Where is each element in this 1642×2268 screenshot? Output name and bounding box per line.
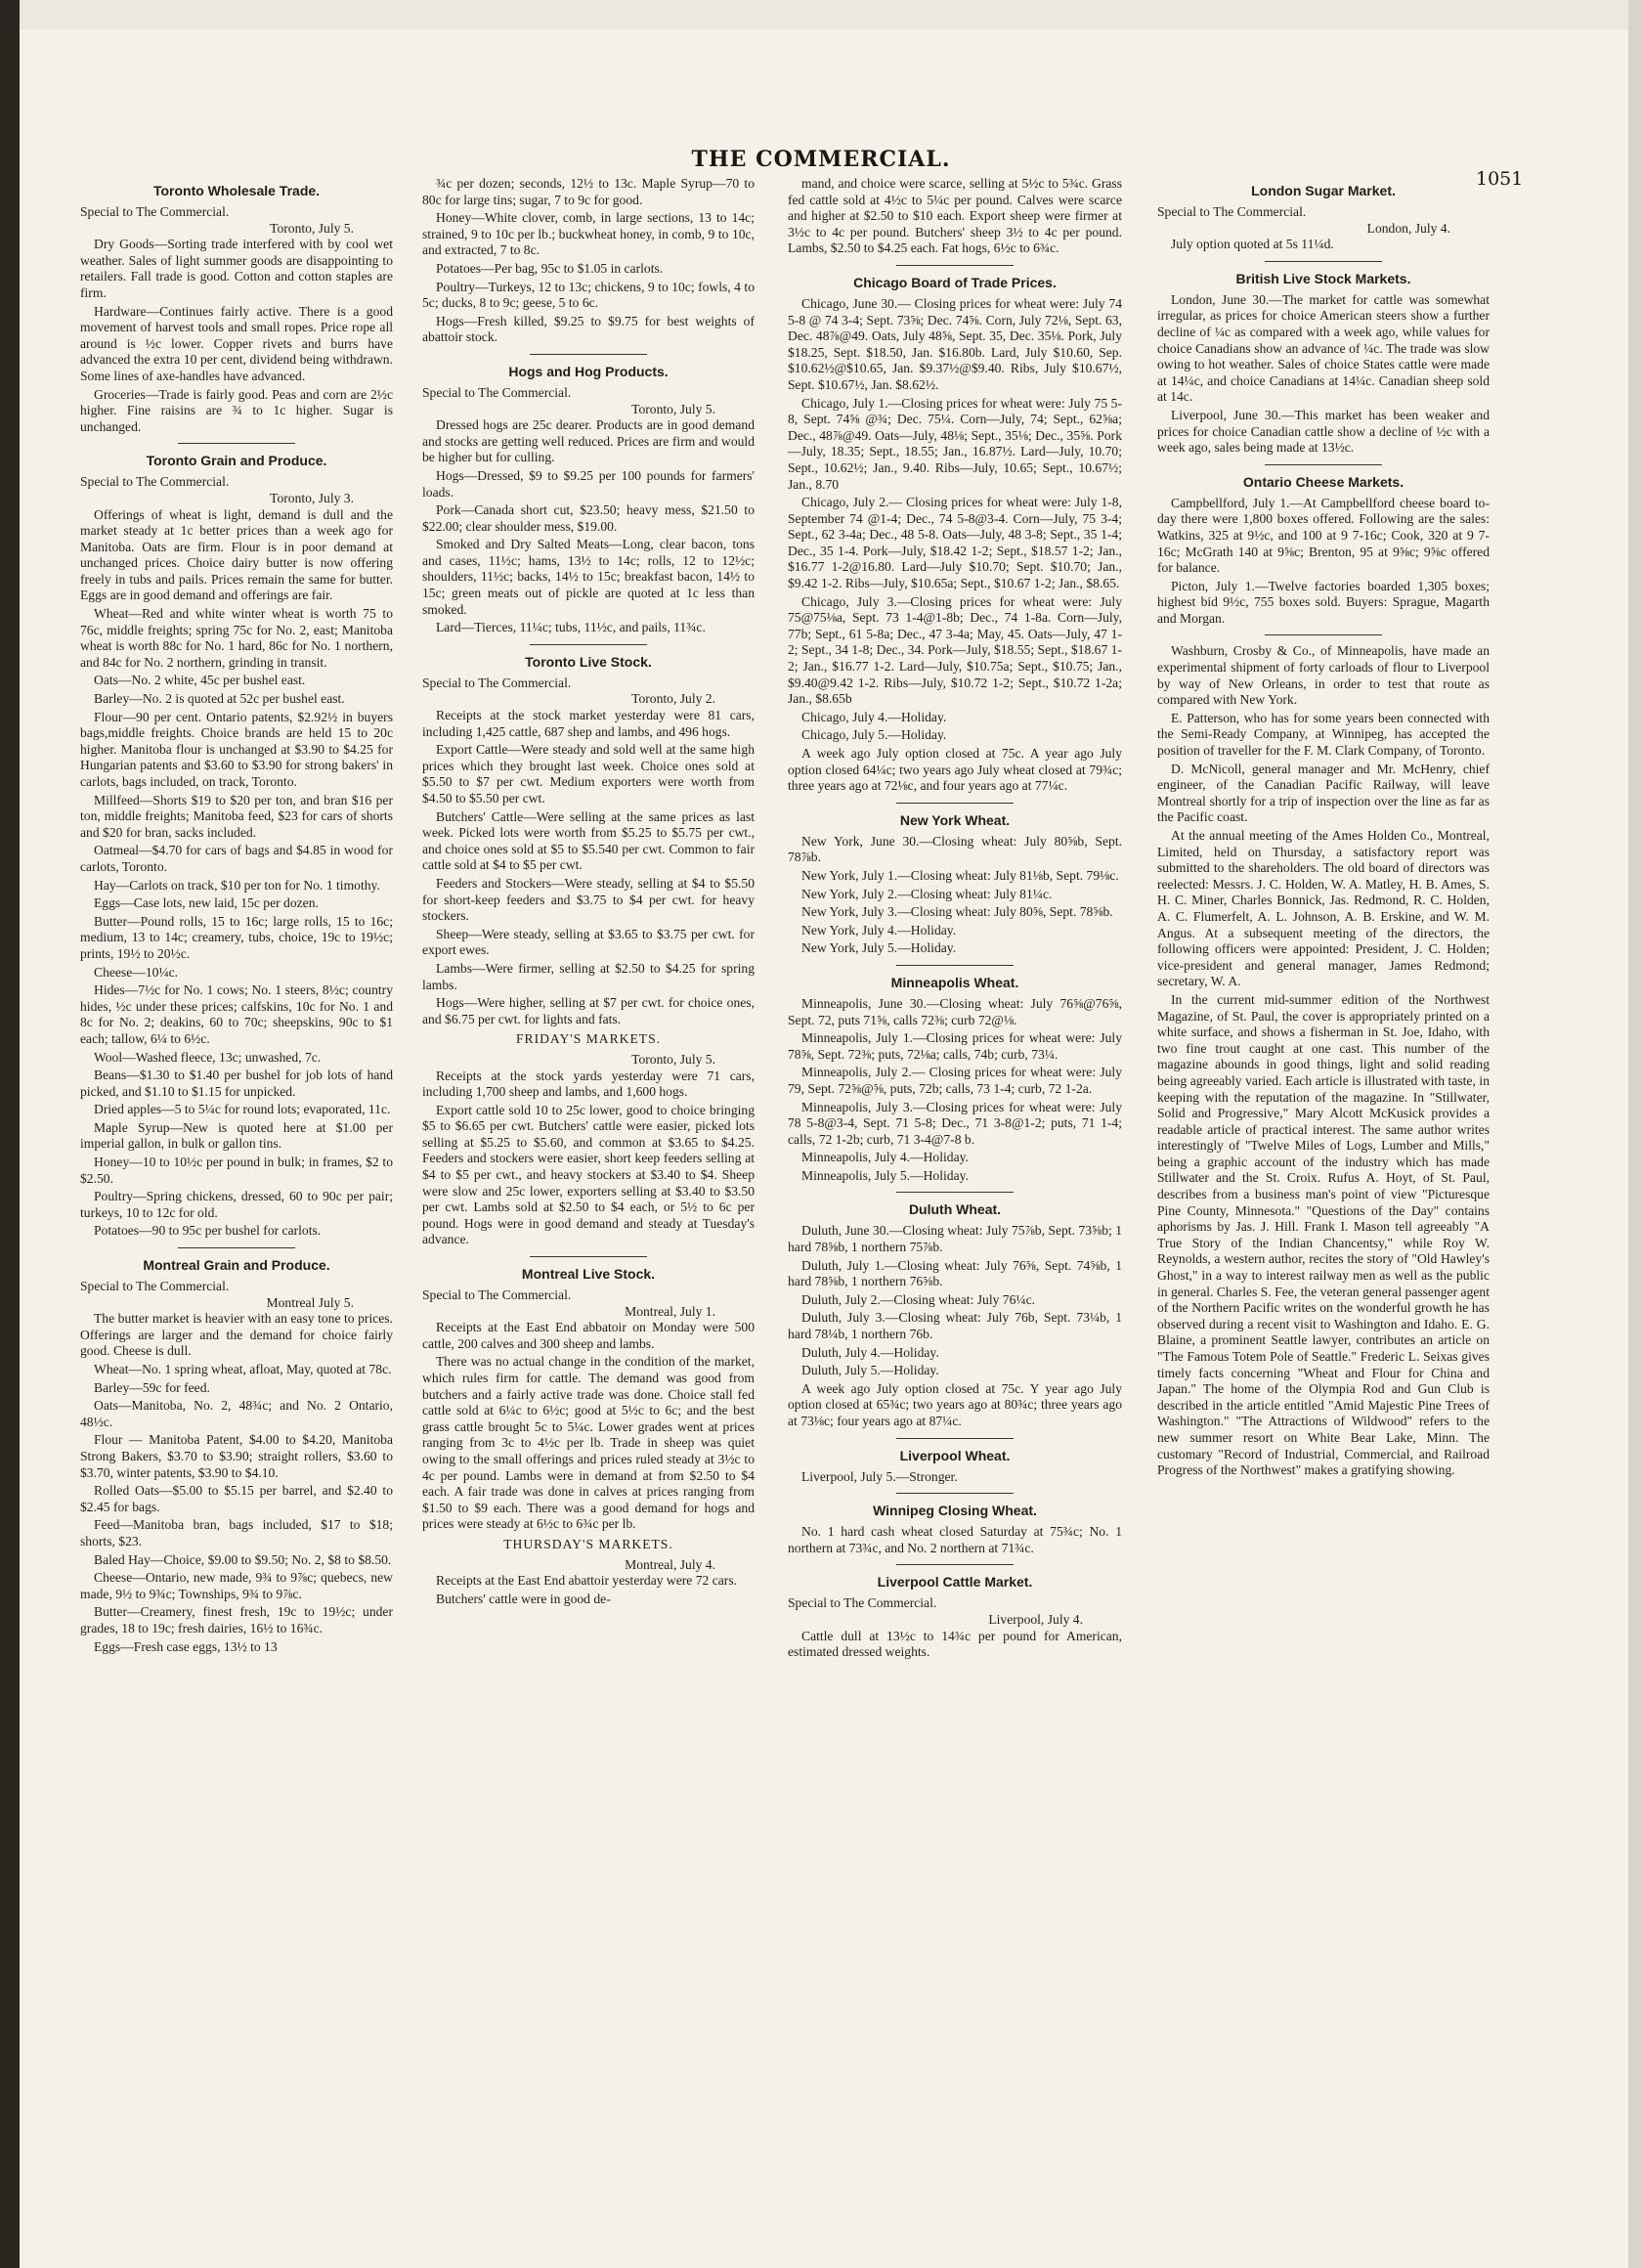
byline: Special to The Commercial. <box>422 675 572 690</box>
section-heading: British Live Stock Markets. <box>1235 270 1411 286</box>
paragraph: Baled Hay—Choice, $9.00 to $9.50; No. 2, $8 to $8.50. <box>94 1551 392 1567</box>
page-right-edge <box>1628 0 1642 2268</box>
section-heading: Liverpool Wheat. <box>899 1447 1011 1463</box>
paragraph: Sheep—Were steady, selling at $3.65 to $3.75 per cwt. for export ewes. <box>422 926 755 958</box>
paragraph: Minneapolis, July 1.—Closing prices for wheat were: July 78⅝, Sept. 72⅜; puts, 72⅛a; calls, 74b; curb, 73¼. <box>788 1030 1122 1062</box>
section-divider <box>896 803 1014 804</box>
section-heading: London Sugar Market. <box>1251 183 1396 198</box>
paragraph: Chicago, June 30.— Closing prices for wheat were: July 74 5-8 @ 74 3-4; Sept. 73⅝; Dec. 74⅝. Corn, July 72⅛, Sept. 63, Dec. 48⅞@49. Oats, July 48⅝, Sept. 35, Dec. 35⅛. Pork, July $18.25, Sept. $18.50, Jan. $16.80b. Lard, July $10.60, Sep. $10.62½@$10.65, Jan. $9.37½@$9.40. Ribs, July $10.67½, Sept. $10.67½, Jan. $8.62½. <box>788 295 1122 392</box>
paragraph: There was no actual change in the condition of the market, which rules firm for cattle. The demand was good from butchers and a fairly active trade was done. Choice stall fed cattle sold at 6¼c to 6½c; good at 5½c to 6c; and the best grass cattle brought 5c to 5¼c. Lower grades went at prices ranging from 3c to 4½c per lb. Trade in sheep was quiet owing to the small offerings and prices ruled steady at 3½c to 4c per pound. Lambs were in demand at from $2.50 to $4 each. A fair trade was done in calves at prices ranging from $1.50 to $9 each. There was a good demand for hogs and prices were steady at 6½c to 6¾c per lb. <box>422 1354 755 1532</box>
paragraph: E. Patterson, who has for some years been connected with the Semi-Ready Company, at Winnipeg, has accepted the position of traveller for the F. M. Clark Company, of Toronto. <box>1157 710 1490 759</box>
section-heading: Toronto Live Stock. <box>525 653 652 670</box>
paragraph: Hardware—Continues fairly active. There is a good movement of harvest tools and small ropes. Price rope all around is ½c lower. Copper rivets and burrs have advanced the extra 10 per cent, dividend being withdrawn. Some lines of axe-handles have advanced. <box>80 303 393 383</box>
paragraph: A week ago July option closed at 75c. A year ago July option closed 64¼c; two years ago July wheat closed at 79¾c; three years ago at 72⅛c, and four years ago at 77¼c. <box>788 746 1122 794</box>
paragraph: Chicago, July 5.—Holiday. <box>801 727 947 743</box>
column-3 <box>788 176 1122 1663</box>
paragraph: Dressed hogs are 25c dearer. Products are in good demand and stocks are getting well reduced. Prices are firm and would be higher but for culling. <box>422 417 755 465</box>
byline: Special to The Commercial. <box>1157 204 1307 219</box>
paragraph: Potatoes—Per bag, 95c to $1.05 in carlots. <box>436 260 664 276</box>
dateline: Liverpool, July 4. <box>988 1611 1083 1627</box>
paragraph: Poultry—Spring chickens, dressed, 60 to 90c per pair; turkeys, 10 to 12c for old. <box>80 1189 393 1220</box>
paragraph: Feeders and Stockers—Were steady, selling at $4 to $5.50 for short-keep feeders and $3.75 to $4 per cwt. for heavy stockers. <box>422 875 755 924</box>
dateline: Toronto, July 5. <box>270 220 354 236</box>
section-divider <box>896 265 1014 266</box>
paragraph: Butter—Pound rolls, 15 to 16c; large rolls, 15 to 16c; medium, 13 to 14c; creamery, tubs, choice, 19c to 19½c; prints, 19½ to 20½c. <box>80 913 393 961</box>
section-divider <box>178 1247 295 1248</box>
paragraph: Smoked and Dry Salted Meats—Long, clear bacon, tons and cases, 11½c; hams, 13½ to 14c; rolls, 12 to 12½c; shoulders, 11½c; backs, 14½ to 15c; breakfast bacon, 14½ to 15c; green meats out of pickle are quoted at 1c less than smoked. <box>422 537 755 617</box>
page-number: 1051 <box>1476 168 1524 190</box>
section-heading: New York Wheat. <box>899 811 1011 828</box>
paragraph: Chicago, July 2.— Closing prices for wheat were: July 1-8, September 74 @1-4; Dec., 74 5-8@3-4. Corn—July, 75 3-4; Sept., 62 3-4a; Dec., 48 5-8. Oats—July, 48 3-8; Sept., 35 1-4; Dec., 35 1-4. Pork—July, $18.42 1-2; Sept., $18.57 1-2; Jan., $16.77 1-2@16.80. Lard—July $10.70; Sept. $10.70; Jan., $9.42 1-2. Ribs—July, $10.65a; Sept., $10.67 1-2; Jan., $8.65. <box>788 495 1122 591</box>
paragraph: Receipts at the East End abbatoir on Monday were 500 cattle, 200 calves and 300 sheep and lambs. <box>422 1320 755 1351</box>
subsection-heading: THURSDAY'S MARKETS. <box>503 1536 673 1551</box>
paragraph: Chicago, July 1.—Closing prices for wheat were: July 75 5-8, Sept. 74⅝ @¾; Dec. 75¼. Corn—July, 74; Sept., 62⅝a; Dec., 48⅞@49. Oats—July, 48⅛; Sept., 35⅛; Dec., 35⅝. Pork—July, 18.35; Sept., 18.55; Jan., 16.87½. Lard—July, 10.70; Sept., 10.62½; Jan., 9.40. Ribs—July, 10.65; Sept., 10.67½; Jan., 8.70 <box>788 395 1122 492</box>
paragraph: Liverpool, July 5.—Stronger. <box>801 1468 958 1484</box>
paragraph: Chicago, July 4.—Holiday. <box>801 709 947 724</box>
paragraph: Hay—Carlots on track, $10 per ton for No. 1 timothy. <box>94 877 380 893</box>
paragraph: Wheat—Red and white winter wheat is worth 75 to 76c, middle freights; spring 75c for No. 2, east; Manitoba wheat is worth 88c for No. 1 hard, 86c for No. 1 northern, and 84c for No. 2 northern, grinding in transit. <box>80 606 393 670</box>
paragraph: Honey—White clover, comb, in large sections, 13 to 14c; strained, 9 to 10c per lb.; buckwheat honey, in comb, 9 to 10c, and extracted, 7 to 8c. <box>422 210 755 258</box>
paragraph: Beans—$1.30 to $1.40 per bushel for job lots of hand picked, and $1.10 to $1.15 for unpicked. <box>80 1068 393 1099</box>
paragraph: Minneapolis, July 5.—Holiday. <box>801 1167 969 1183</box>
paragraph: New York, July 4.—Holiday. <box>801 922 957 938</box>
section-heading: Toronto Wholesale Trade. <box>152 183 321 198</box>
section-heading: Ontario Cheese Markets. <box>1242 473 1404 490</box>
byline: Special to The Commercial. <box>80 474 230 490</box>
paragraph: Receipts at the stock market yesterday were 81 cars, including 1,425 cattle, 687 shep and lambs, and 496 hogs. <box>422 708 755 739</box>
section-divider <box>1265 634 1382 635</box>
section-divider <box>896 1493 1014 1494</box>
dateline: Montreal July 5. <box>266 1294 354 1310</box>
paragraph: Export Cattle—Were steady and sold well at the same high prices which they brought last week. Choice ones sold at $5.50 to $7 per cwt. Medium exporters were worth from $4.50 to $5.50 per cwt. <box>422 742 755 806</box>
section-heading: Montreal Live Stock. <box>521 1266 656 1283</box>
masthead-title: THE COMMERCIAL. <box>691 147 951 172</box>
paragraph: Eggs—Case lots, new laid, 15c per dozen. <box>94 895 319 911</box>
section-divider <box>530 1256 647 1257</box>
paragraph: Rolled Oats—$5.00 to $5.15 per barrel, and $2.40 to $2.45 for bags. <box>80 1483 393 1514</box>
paragraph: Maple Syrup—New is quoted here at $1.00 per imperial gallon, in bulk or gallon tins. <box>80 1119 393 1152</box>
paragraph: Poultry—Turkeys, 12 to 13c; chickens, 9 to 10c; fowls, 4 to 5c; ducks, 8 to 9c; geese, 5 to 6c. <box>422 279 755 311</box>
paragraph: Picton, July 1.—Twelve factories boarded 1,305 boxes; highest bid 9½c, 755 boxes sold. Buyers: Sprague, Magarth and Morgan. <box>1157 578 1490 626</box>
paragraph: Minneapolis, June 30.—Closing wheat: July 76⅝@76⅝, Sept. 72, puts 71⅝, calls 72⅜; curb 72@⅛. <box>788 995 1122 1027</box>
section-divider <box>1265 464 1382 465</box>
section-divider <box>896 1564 1014 1565</box>
paragraph: New York, July 2.—Closing wheat: July 81¼c. <box>801 886 1053 901</box>
paragraph: New York, June 30.—Closing wheat: July 80⅝b, Sept. 78⅞b. <box>788 833 1122 865</box>
section-heading: Chicago Board of Trade Prices. <box>853 274 1057 290</box>
section-divider <box>1265 261 1382 262</box>
paragraph: Chicago, July 3.—Closing prices for wheat were: July 75@75⅛a, Sept. 73 1-4@1-8b; Dec., 74 1-8a. Corn—July, 77b; Sept., 61 5-8a; Dec., 47 3-4a; May, 45. Oats—July, 47 1-2; Sept., 34 1-8; Dec., 34. Pork—July, $18.55; Sept., $18.67 1-2; Jan., $16.77 1-2. Lard—July, $10.75a; Sept., $10.75; Jan., $9.40@9.42 1-2. Ribs—July, $10.72 1-2; Sept., $10.72 1-2a; Jan., $8.65b <box>788 593 1122 707</box>
paragraph: Millfeed—Shorts $19 to $20 per ton, and bran $16 per ton, middle freights; Manitoba feed, $23 for cars of shorts and $20 for bran, sacks included. <box>80 792 393 840</box>
paragraph: New York, July 1.—Closing wheat: July 81⅛b, Sept. 79⅛c. <box>801 867 1119 883</box>
paragraph: London, June 30.—The market for cattle was somewhat irregular, as prices for choice American steers show a further decline of ¼c as compared with a week ago, while values for choice Canadians show an advance of ¼c. The trade was slow owing to hot weather. Sales of choice States cattle were made at 14¼c, and choice Canadians at 14¼c. Canadian sheep sold at 14c. <box>1157 291 1490 405</box>
dateline: Toronto, July 3. <box>270 490 354 505</box>
byline: Special to The Commercial. <box>80 204 230 219</box>
column-2 <box>422 176 755 1609</box>
paragraph: Duluth, July 4.—Holiday. <box>801 1344 939 1360</box>
paragraph: July option quoted at 5s 11¼d. <box>1171 237 1334 252</box>
paragraph: Hogs—Dressed, $9 to $9.25 per 100 pounds for farmers' loads. <box>422 467 755 500</box>
section-heading: Liverpool Cattle Market. <box>877 1574 1033 1591</box>
paragraph: Dried apples—5 to 5¼c for round lots; evaporated, 11c. <box>94 1102 391 1117</box>
paragraph: Cattle dull at 13½c to 14¾c per pound for American, estimated dressed weights. <box>788 1628 1122 1660</box>
paragraph: Wool—Washed fleece, 13c; unwashed, 7c. <box>94 1049 322 1065</box>
paragraph: Butchers' Cattle—Were selling at the same prices as last week. Picked lots were worth from $5.25 to $5.75 per cwt., and choice ones sold at $5 to $5.540 per cwt. Common to fair cattle sold at $4 to $5 per cwt. <box>422 808 755 873</box>
dateline: Toronto, July 5. <box>631 401 715 416</box>
paragraph: D. McNicoll, general manager and Mr. McHenry, chief engineer, of the Canadian Pacific Railway, will leave Montreal shortly for a trip of inspection over the line as far as the Pacific coast. <box>1157 761 1490 825</box>
dateline: Toronto, July 5. <box>631 1051 715 1067</box>
dateline: Montreal, July 4. <box>625 1556 715 1572</box>
continued-paragraph: ¾c per dozen; seconds, 12½ to 13c. Maple Syrup—70 to 80c for large tins; sugar, 7 to 9c for good. <box>422 176 755 207</box>
paragraph: Potatoes—90 to 95c per bushel for carlots. <box>94 1223 322 1239</box>
paragraph: Duluth, July 5.—Holiday. <box>801 1363 939 1378</box>
section-heading: Minneapolis Wheat. <box>890 974 1019 990</box>
paragraph: Cheese—10¼c. <box>94 964 179 980</box>
paragraph: New York, July 3.—Closing wheat: July 80⅝, Sept. 78⅝b. <box>801 904 1113 920</box>
paragraph: A week ago July option closed at 75c. Y year ago July option closed at 65¾c; two years ago at 80¾c; three years ago at 73⅛c; four years ago at 87¼c. <box>788 1380 1122 1428</box>
paragraph: New York, July 5.—Holiday. <box>801 940 957 956</box>
continued-paragraph: mand, and choice were scarce, selling at 5½c to 5¾c. Grass fed cattle sold at 4½c to 5¼c per pound. Calves were scarce and higher at $2.50 to $10 each. Export sheep were firmer at 3½c to 4c per pound. Butchers' sheep 3½ to 4c per pound. Lambs, $2.50 to $4.25 each. Fat hogs, 6½c to 6¾c. <box>788 176 1122 256</box>
byline: Special to The Commercial. <box>80 1279 230 1294</box>
paragraph: Pork—Canada short cut, $23.50; heavy mess, $21.50 to $22.00; clear shoulder mess, $19.00. <box>422 502 755 534</box>
paragraph: Washburn, Crosby & Co., of Minneapolis, have made an experimental shipment of forty carloads of flour to Liverpool by way of New Orleans, in order to test that route as compared with New York. <box>1157 643 1490 708</box>
dateline: Toronto, July 2. <box>631 691 715 707</box>
column-4 <box>1157 176 1490 1481</box>
paragraph: Barley—59c for feed. <box>94 1379 210 1395</box>
section-divider <box>896 1192 1014 1193</box>
section-divider <box>896 1438 1014 1439</box>
paragraph: Hogs—Were higher, selling at $7 per cwt. for choice ones, and $6.75 per cwt. for lights and fats. <box>422 995 755 1026</box>
section-divider <box>896 965 1014 966</box>
paragraph: Hides—7½c for No. 1 cows; No. 1 steers, 8½c; country hides, ½c under these prices; calfskins, 10c for No. 1 and 8c for No. 2; deakins, 60 to 70c; sheepskins, 90c to $1 each; tallow, 6¼ to 6½c. <box>80 982 393 1046</box>
section-heading: Duluth Wheat. <box>908 1201 1002 1218</box>
paragraph: Dry Goods—Sorting trade interfered with by cool wet weather. Sales of light summer goods are disappointing to retailers. Fall trade is good. Cotton and cotton staples are firm. <box>80 237 393 300</box>
page-top-margin <box>20 0 1628 29</box>
paragraph: Oats—No. 2 white, 45c per bushel east. <box>94 673 306 688</box>
paragraph: Minneapolis, July 4.—Holiday. <box>801 1150 969 1165</box>
subsection-heading: FRIDAY'S MARKETS. <box>515 1031 662 1047</box>
paragraph: Eggs—Fresh case eggs, 13½ to 13 <box>94 1638 278 1654</box>
paragraph: Butchers' cattle were in good de- <box>436 1591 611 1606</box>
paragraph: Duluth, July 1.—Closing wheat: July 76⅝, Sept. 74⅝b, 1 hard 78⅝b, 1 northern 76⅝b. <box>788 1257 1122 1289</box>
paragraph: Barley—No. 2 is quoted at 52c per bushel east. <box>94 691 345 707</box>
paragraph: Feed—Manitoba bran, bags included, $17 to $18; shorts, $23. <box>80 1517 393 1548</box>
paragraph: Liverpool, June 30.—This market has been weaker and prices for choice Canadian cattle show a decline of ½c with a week ago, sales being made at 13½c. <box>1157 407 1490 456</box>
paragraph: In the current mid-summer edition of the Northwest Magazine, of St. Paul, the cover is appropriately printed on a white surface, and shows a fisherman in St. Joe, Idaho, with two fine trout caught at one cast. This number of the magazine abounds in good things, light and solid reading being agreeably varied. Each article is illustrated with taste, in keeping with the reputation of the magazine. In "Stillwater, Solid and Progressive," Mary Alcott McKusick provides a readable article of practical interest. The same author writes interestingly of "Twelve Miles of Logs, Lumber and Mills," being a graphic account of the industry which has made Stillwater and the St. Croix. Rufus A. Hoyt, of St. Paul, describes from a business man's point of view "Picturesque Pine County, Minnesota." "Questions of the Day" contains aphorisms by Jas. J. Hill. Frank I. Mason tell agreeably "A True Story of the Indian Chancentsy," while Roy W. Reynolds, a western author, recites the story of "Old Hawley's Ghost," in a way to interest railway men as well as the public in general. Charles S. Fee, the veteran general passenger agent of the Northern Pacific writes on the wonderful growth he has observed during a recent visit to Washington and Idaho. E. G. Blaine, a prominent Seattle lawyer, contributes an article on "The Famous Totem Pole of Seattle." Frederic L. Seixas gives timely facts concerning "Wheat and Flour for China and Japan." The home of the Olympia Rod and Gun Club is described in the article entitled "Amid Majestic Pine Trees of Washington." "The Attractions of Wildwood" refers to the new summer resort on White Bear Lake, Minn. The customary "Record of Industrial, Commercial, and Railroad Progress of the Northwest" makes a gratifying showing. <box>1157 991 1490 1478</box>
paragraph: Export cattle sold 10 to 25c lower, good to choice bringing $5 to $6.65 per cwt. Butchers' cattle were easier, picked lots selling at $5.25 to $5.60, and common at $3.65 to $4.25. Feeders and stockers were easier, short keep feeders selling at $4 to $5 per cwt., and heavy stockers at $3.40 to $4. Sheep were slow and 25c lower, exporters selling at $3.40 to $3.50 per cwt. Lambs sold at $2.50 to $4 each, or 5½ to 6c per pound. Hogs were in good demand and steady at Tuesday's advance. <box>422 1102 755 1247</box>
paragraph: Cheese—Ontario, new made, 9¾ to 9⅞c; quebecs, new made, 9½ to 9¾c; Townships, 9¾ to 9⅞c. <box>80 1570 393 1601</box>
paragraph: Oatmeal—$4.70 for cars of bags and $4.85 in wood for carlots, Toronto. <box>80 843 393 874</box>
section-divider <box>530 644 647 645</box>
paragraph: Offerings of wheat is light, demand is dull and the market steady at 1c better prices than a week ago for Manitoba. Oats are firm. Flour is in poor demand at unchanged prices. Choice dairy butter is now offering freely in tubs and pails. Prices remain the same for butter. Eggs are in good demand and offerings are fair. <box>80 506 393 603</box>
dateline: Montreal, July 1. <box>625 1303 715 1319</box>
byline: Special to The Commercial. <box>788 1595 937 1611</box>
byline: Special to The Commercial. <box>422 384 572 400</box>
section-heading: Winnipeg Closing Wheat. <box>873 1503 1037 1519</box>
paragraph: Honey—10 to 10½c per pound in bulk; in frames, $2 to $2.50. <box>80 1155 393 1186</box>
section-heading: Hogs and Hog Products. <box>508 363 669 379</box>
dateline: London, July 4. <box>1366 220 1450 236</box>
section-heading: Montreal Grain and Produce. <box>143 1257 330 1274</box>
paragraph: Flour—90 per cent. Ontario patents, $2.92½ in buyers bags,middle freights. Choice brands are held 15 to 20c higher. Manitoba flour is unchanged at $3.90 to $4.25 for Hungarian patents and $3.60 to $3.90 for strong bakers' in carlots, bags included, on track, Toronto. <box>80 709 393 789</box>
page-binding-shadow <box>0 0 20 2268</box>
paragraph: Lambs—Were firmer, selling at $2.50 to $4.25 for spring lambs. <box>422 960 755 992</box>
byline: Special to The Commercial. <box>422 1287 572 1303</box>
paragraph: Campbellford, July 1.—At Campbellford cheese board to-day there were 1,800 boxes offered. Following are the sales: Watkins, 325 at 9½c, and 100 at 9 7-16c; Cook, 320 at 9 7-16c; McGrath 140 at 9⅝c; Brenton, 95 at 9⅝c; 9⅝c offered for balance. <box>1157 495 1490 576</box>
section-heading: Toronto Grain and Produce. <box>146 453 327 469</box>
column-1 <box>80 176 393 1657</box>
paragraph: Lard—Tierces, 11¼c; tubs, 11½c, and pails, 11¾c. <box>436 620 706 635</box>
paragraph: Wheat—No. 1 spring wheat, afloat, May, quoted at 78c. <box>94 1362 392 1376</box>
paragraph: Receipts at the stock yards yesterday were 71 cars, including 1,700 sheep and lambs, and 1,600 hogs. <box>422 1068 755 1100</box>
section-divider <box>178 443 295 444</box>
paragraph: Oats—Manitoba, No. 2, 48¾c; and No. 2 Ontario, 48½c. <box>80 1398 393 1429</box>
paragraph: Duluth, July 3.—Closing wheat: July 76b, Sept. 73¼b, 1 hard 78¼b, 1 northern 76b. <box>788 1310 1122 1342</box>
paragraph: The butter market is heavier with an easy tone to prices. Offerings are larger and the demand for choice fairly good. Cheese is dull. <box>80 1311 393 1359</box>
paragraph: Minneapolis, July 2.— Closing prices for wheat were: July 79, Sept. 72⅝@⅝, puts, 72b; calls, 73 1-4; curb, 72 1-2a. <box>788 1065 1122 1096</box>
paragraph: No. 1 hard cash wheat closed Saturday at 75¾c; No. 1 northern at 73¾c, and No. 2 northern at 71¾c. <box>788 1524 1122 1555</box>
paragraph: Flour — Manitoba Patent, $4.00 to $4.20, Manitoba Strong Bakers, $3.70 to $3.90; straight rollers, $3.60 to $3.70, winter patents, $3.90 to $4.10. <box>80 1432 393 1480</box>
paragraph: Hogs—Fresh killed, $9.25 to $9.75 for best weights of abattoir stock. <box>422 313 755 345</box>
paragraph: Butter—Creamery, finest fresh, 19c to 19½c; under grades, 18 to 19c; fresh dairies, 16½ to 16¾c. <box>80 1604 393 1636</box>
paragraph: Groceries—Trade is fairly good. Peas and corn are 2½c higher. Fine raisins are ¾ to 1c higher. Sugar is unchanged. <box>80 386 393 434</box>
paragraph: Minneapolis, July 3.—Closing prices for wheat were: July 78 5-8@3-4, Sept. 71 5-8; Dec., 71 3-8@1-2; puts, 71 1-4; calls, 72 1-2b; curb, 71 3-4@7-8 b. <box>788 1099 1122 1147</box>
paragraph: At the annual meeting of the Ames Holden Co., Montreal, Limited, held on Thursday, a satisfactory report was submitted to the shareholders. The old board of directors was reelected: Messrs. J. C. Holden, W. A. Matley, H. B. Ames, S. H. C. Miner, Charles Bonnick, Jas. Redmond, R. C. Holden, A. C. Flumerfelt, A. L. Johnson, A. B. Erskine, and W. M. Angus. At a subsequent meeting of the directors, the following officers were appointed: President, J. C. Holden; vice-president and general manager, James Redmond; secretary, W. A. <box>1157 828 1490 989</box>
paragraph: Receipts at the East End abattoir yesterday were 72 cars. <box>436 1573 738 1589</box>
paragraph: Duluth, July 2.—Closing wheat: July 76¼c. <box>801 1291 1036 1307</box>
paragraph: Duluth, June 30.—Closing wheat: July 75⅞b, Sept. 73⅝b; 1 hard 78⅝b, 1 northern 75⅞b. <box>788 1223 1122 1255</box>
section-divider <box>530 354 647 355</box>
